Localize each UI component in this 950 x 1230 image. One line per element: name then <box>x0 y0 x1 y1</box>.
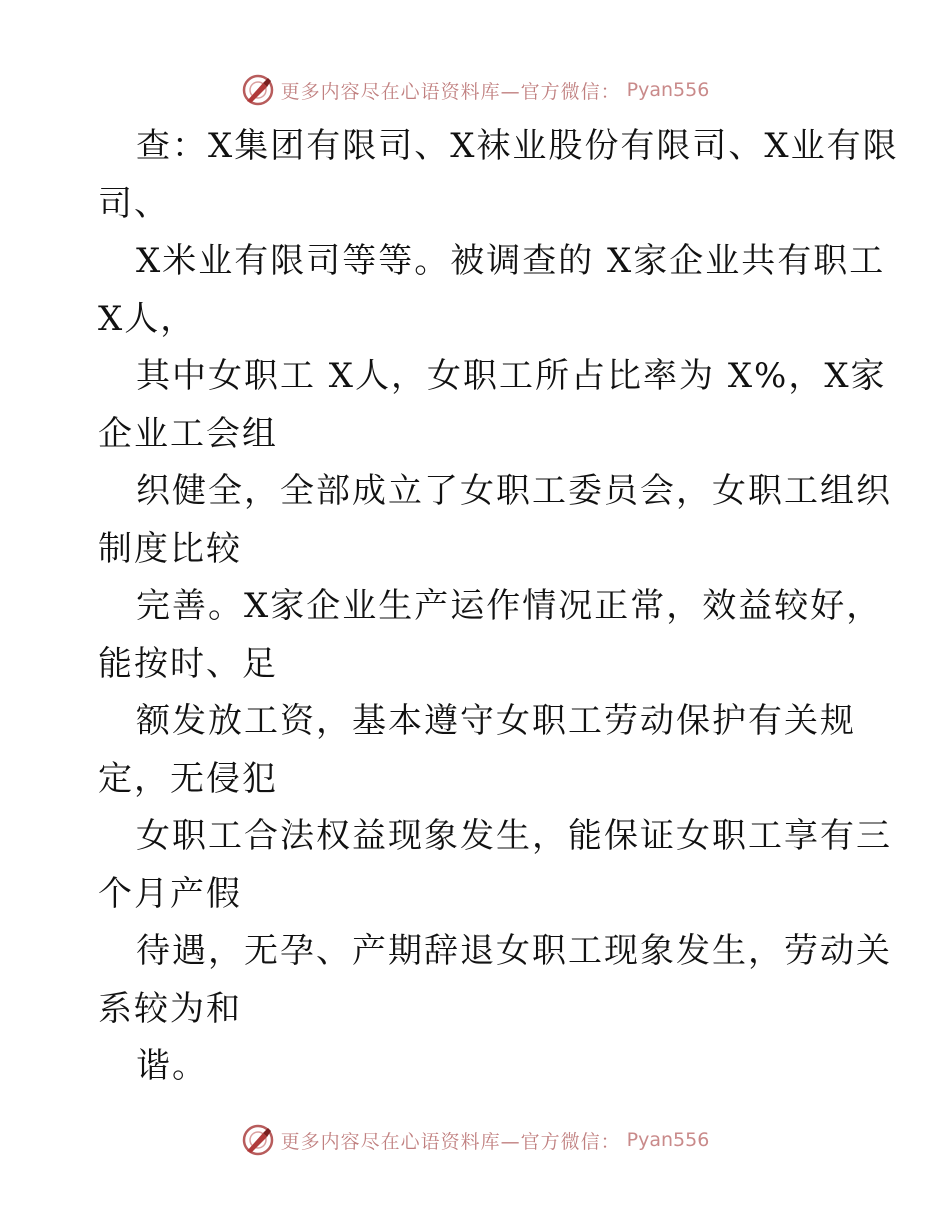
footer-banner <box>0 1120 950 1160</box>
paragraph-wrap-line: 司、 <box>98 183 170 224</box>
paragraph <box>98 693 858 808</box>
paragraph-first-line: 女职工合法权益现象发生，能保证女职工享有三 <box>136 816 892 856</box>
header-banner <box>0 70 950 110</box>
paragraph-wrap-line: 定，无侵犯 <box>98 758 278 799</box>
paragraph <box>98 118 899 233</box>
paragraph-first-line: 额发放工资，基本遵守女职工劳动保护有关规 <box>136 701 856 741</box>
paragraph <box>98 923 892 1038</box>
paragraph <box>98 233 886 348</box>
paragraph-wrap-line: 个月产假 <box>98 873 242 914</box>
paragraph-wrap-line: X人， <box>98 298 197 339</box>
paragraph-first-line: X米业有限司等等。被调查的 X家企业共有职工 <box>136 241 886 281</box>
paragraph-first-line: 待遇，无孕、产期辞退女职工现象发生，劳动关 <box>136 931 892 971</box>
paragraph <box>98 578 883 693</box>
paragraph-wrap-line: 制度比较 <box>98 528 242 569</box>
paragraph-first-line: 谐。 <box>136 1046 208 1086</box>
paragraph <box>98 808 892 923</box>
paragraph-first-line: 织健全，全部成立了女职工委员会，女职工组织 <box>136 471 892 511</box>
paragraph-wrap-line: 系较为和 <box>98 988 242 1029</box>
paragraph-wrap-line: 能按时、足 <box>98 643 278 684</box>
paragraph-first-line: 完善。X家企业生产运作情况正常，效益较好， <box>136 586 883 626</box>
paragraph-first-line: 其中女职工 X人，女职工所占比率为 X%，X家 <box>136 356 887 396</box>
paragraph <box>98 348 887 463</box>
footer-banner-label: 更多内容尽在心语资料库—官方微信： <box>280 1130 621 1153</box>
pen-nib-circle-icon <box>241 73 275 107</box>
paragraph <box>98 1038 858 1096</box>
footer-banner-contact: Pyan556 <box>626 1129 710 1151</box>
paragraph-first-line: 查：X集团有限司、X袜业股份有限司、X业有限 <box>136 126 899 166</box>
pen-nib-circle-icon <box>241 1123 275 1157</box>
paragraph <box>98 463 892 578</box>
header-banner-label: 更多内容尽在心语资料库—官方微信： <box>280 80 621 103</box>
paragraph-wrap-line: 企业工会组 <box>98 413 278 454</box>
header-banner-contact: Pyan556 <box>626 79 710 101</box>
document-body <box>98 118 899 1096</box>
